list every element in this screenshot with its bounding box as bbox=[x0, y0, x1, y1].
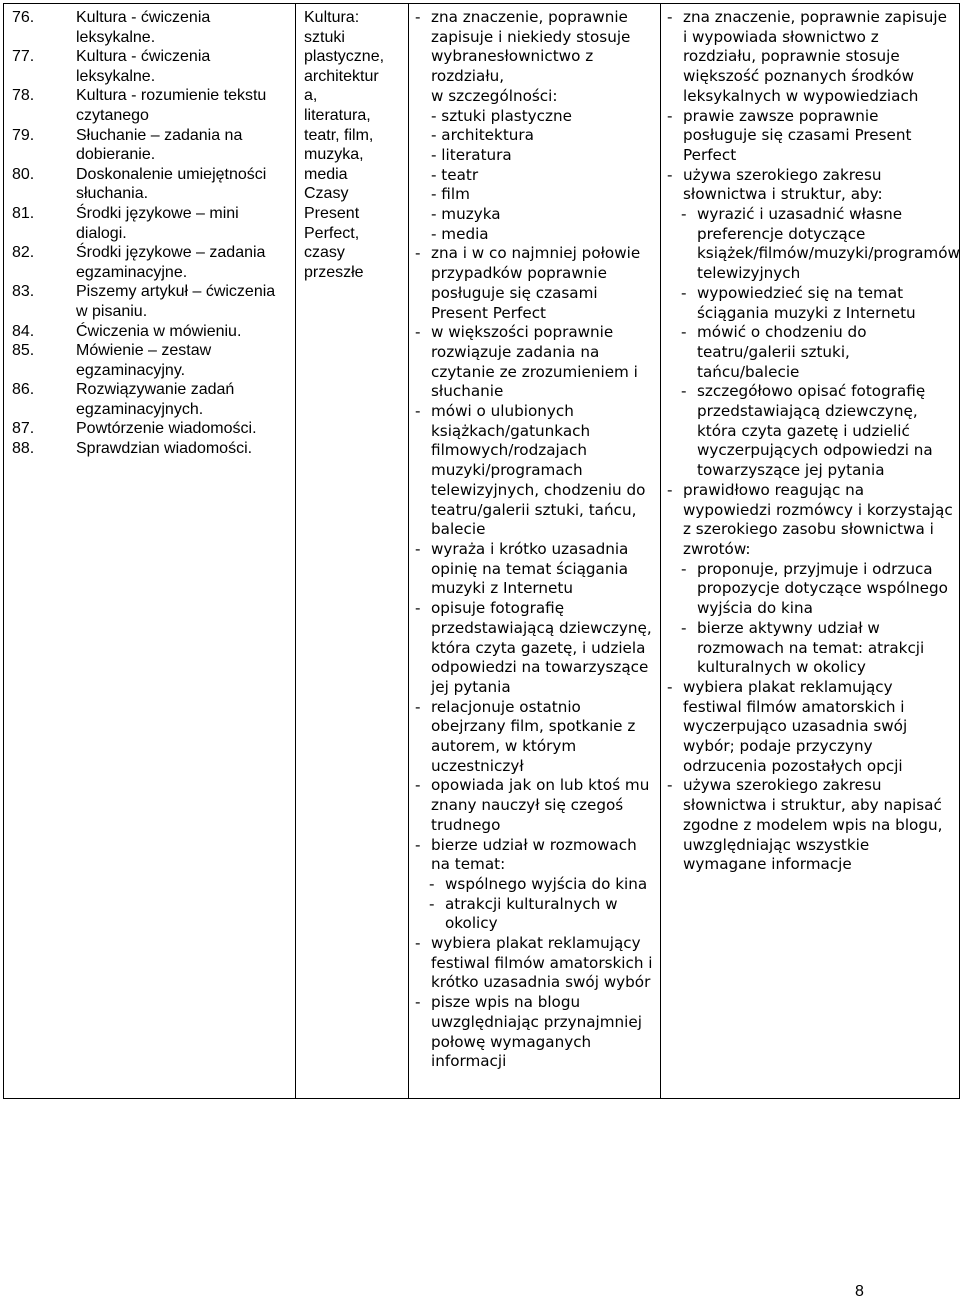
list-item bbox=[415, 540, 656, 599]
lesson-number: 81. bbox=[12, 204, 35, 222]
list-item-text: relacjonuje ostatnio obejrzany film, spotkanie z autorem, w którym uczestniczył bbox=[431, 697, 636, 775]
dash-marker: - bbox=[667, 106, 673, 125]
lesson-item bbox=[10, 419, 291, 439]
topic-line: muzyka, bbox=[304, 146, 364, 164]
lesson-title: Środki językowe – mini dialogi. bbox=[76, 204, 239, 242]
list-item bbox=[415, 244, 656, 323]
list-item: - literatura bbox=[431, 145, 512, 164]
list-item-text: opowiada jak on lub ktoś mu znany nauczył się czegoś trudnego bbox=[431, 776, 650, 834]
lesson-item bbox=[10, 86, 291, 125]
lesson-item bbox=[10, 243, 291, 282]
dash-marker: - bbox=[681, 618, 687, 637]
list-item bbox=[415, 8, 656, 87]
list-item bbox=[415, 323, 656, 402]
list-item-text: prawidłowo reagując na wypowiedzi rozmówcy i korzystając z szerokiego zasobu słownictwa i zwrotów: bbox=[683, 480, 953, 558]
list-item bbox=[415, 776, 656, 835]
list-item bbox=[415, 698, 656, 777]
list-item: - architektura bbox=[431, 126, 534, 145]
list-item: - muzyka bbox=[431, 205, 501, 224]
dash-marker: - bbox=[667, 776, 673, 795]
lesson-number: 76. bbox=[12, 9, 35, 26]
list-item bbox=[667, 481, 955, 560]
list-item-text: wypowiedzieć się na temat ściągania muzyki z Internetu bbox=[697, 283, 916, 322]
list-item: - film bbox=[431, 185, 470, 204]
lesson-item bbox=[10, 322, 291, 342]
list-item bbox=[415, 993, 656, 1072]
dash-marker: - bbox=[667, 480, 673, 499]
list-item bbox=[667, 284, 955, 323]
list-item-text: wyraża i krótko uzasadnia opinię na temat ściągania muzyki z Internetu bbox=[431, 539, 629, 598]
dash-marker: - bbox=[415, 244, 421, 263]
list-item-text: zna znaczenie, poprawnie zapisuje i wypowiada słownictwo z rozdziału, poprawnie stosuje większość poznanych środków leksykalnych w wypowiedziach bbox=[683, 8, 947, 105]
topic-line: sztuki bbox=[304, 28, 345, 46]
page-number: 8 bbox=[855, 1283, 864, 1300]
lesson-title: Kultura - ćwiczenia leksykalne. bbox=[76, 9, 211, 46]
lesson-title: Mówienie – zestaw egzaminacyjny. bbox=[76, 342, 212, 379]
dash-marker: - bbox=[429, 874, 435, 893]
lesson-item bbox=[10, 204, 291, 243]
lesson-title: Ćwiczenia w mówieniu. bbox=[76, 322, 242, 340]
topic-line: literatura, bbox=[304, 106, 371, 124]
topic-line: media bbox=[304, 165, 348, 183]
list-item-text: mówić o chodzeniu do teatru/galerii sztuki, tańcu/balecie bbox=[697, 323, 867, 381]
list-item-text: wybiera plakat reklamujący festiwal filmów amatorskich i krótko uzasadnia swój wybór bbox=[431, 934, 653, 992]
topic-cell bbox=[296, 4, 409, 1099]
list-item bbox=[415, 875, 656, 895]
curriculum-table bbox=[3, 3, 960, 1099]
list-item bbox=[415, 934, 656, 993]
list-item-text: proponuje, przyjmuje i odrzuca propozycje dotyczące wspólnego wyjścia do kina bbox=[697, 559, 948, 618]
list-item-text: mówi o ulubionych książkach/gatunkach filmowych/rodzajach muzyki/programach telewizyjnych, chodzeniu do teatru/galerii sztuki, tańcu, balecie bbox=[431, 402, 646, 539]
lesson-title: Sprawdzian wiadomości. bbox=[76, 440, 253, 458]
lesson-item bbox=[10, 47, 291, 86]
lesson-title: Doskonalenie umiejętności słuchania. bbox=[76, 165, 267, 203]
lesson-number: 77. bbox=[12, 48, 35, 66]
dash-marker: - bbox=[667, 165, 673, 184]
dash-marker: - bbox=[415, 776, 421, 795]
lesson-title: Kultura - ćwiczenia leksykalne. bbox=[76, 48, 211, 85]
list-item-text: wspólnego wyjścia do kina bbox=[445, 874, 648, 893]
list-item-text: szczegółowo opisać fotografię przedstawiającą dziewczynę, która czyta gazetę i udzielić wyczerpujących odpowiedzi na towarzyszące jej pytania bbox=[697, 382, 933, 480]
lesson-number: 84. bbox=[12, 322, 35, 340]
lesson-title: Środki językowe – zadania egzaminacyjne. bbox=[76, 244, 266, 281]
lesson-item bbox=[10, 380, 291, 419]
dash-marker: - bbox=[681, 205, 687, 224]
list-item-text: w większości poprawnie rozwiązuje zadania na czytanie ze zrozumieniem i słuchanie bbox=[431, 323, 638, 401]
dash-marker: - bbox=[681, 382, 687, 401]
basic-requirements-cell bbox=[409, 4, 661, 1099]
list-item-text: bierze aktywny udział w rozmowach na temat: atrakcji kulturalnych w okolicy bbox=[697, 618, 925, 677]
dash-marker: - bbox=[415, 993, 421, 1012]
list-item bbox=[667, 678, 955, 777]
dash-marker: - bbox=[681, 323, 687, 342]
list-item-text: zna i w co najmniej połowie przypadków poprawnie posługuje się czasami Present Perfect bbox=[431, 244, 641, 322]
lesson-number: 83. bbox=[12, 283, 35, 301]
dash-marker: - bbox=[429, 894, 435, 913]
lesson-number: 82. bbox=[12, 244, 35, 262]
list-item bbox=[667, 560, 955, 619]
list-item bbox=[415, 599, 656, 698]
list-item-text: prawie zawsze poprawnie posługuje się czasami Present Perfect bbox=[683, 106, 912, 164]
list-item bbox=[415, 895, 656, 934]
list-item bbox=[667, 776, 955, 875]
lesson-number: 85. bbox=[12, 342, 35, 360]
dash-marker: - bbox=[415, 835, 421, 854]
topic-line: przeszłe bbox=[304, 263, 364, 281]
list-item-text: wyrazić i uzasadnić własne preferencje dotyczące książek/filmów/muzyki/programów telewizyjnych bbox=[697, 205, 960, 283]
list-item-text: opisuje fotografię przedstawiającą dziewczynę, która czyta gazetę, i udziela odpowiedzi na towarzyszące jej pytania bbox=[431, 599, 652, 696]
list-item: - sztuki plastyczne bbox=[431, 106, 572, 125]
topic-line: plastyczne, bbox=[304, 48, 385, 66]
extended-requirements-cell bbox=[661, 4, 960, 1099]
list-item bbox=[415, 402, 656, 540]
list-item-text: atrakcji kulturalnych w okolicy bbox=[445, 894, 618, 933]
list-item bbox=[667, 166, 955, 205]
list-item bbox=[667, 8, 955, 107]
topic-line: teatr, film, bbox=[304, 126, 374, 144]
lesson-number: 79. bbox=[12, 126, 35, 144]
dash-marker: - bbox=[681, 283, 687, 302]
lessons-cell bbox=[4, 4, 296, 1099]
dash-marker: - bbox=[667, 8, 673, 26]
list-item-text: używa szerokiego zakresu słownictwa i struktur, aby napisać zgodne z modelem wpis na blogu, uwzględniając wszystkie wymagane informacje bbox=[683, 776, 943, 874]
list-item-text: używa szerokiego zakresu słownictwa i struktur, aby: bbox=[683, 165, 883, 204]
dash-marker: - bbox=[415, 8, 421, 26]
dash-marker: - bbox=[415, 539, 421, 558]
list-item bbox=[667, 323, 955, 382]
table-row bbox=[4, 4, 960, 1099]
list-item bbox=[667, 382, 955, 481]
list-item: - teatr bbox=[431, 165, 479, 184]
list-item-text: wybiera plakat reklamujący festiwal filmów amatorskich i wyczerpująco uzasadnia swój wybór; podaje przyczyny odrzucenia pozostałych opcji bbox=[683, 677, 908, 775]
list-item-text: zna znaczenie, poprawnie zapisuje i niekiedy stosuje wybranesłownictwo z rozdziału, bbox=[431, 8, 631, 86]
dash-marker: - bbox=[415, 323, 421, 342]
lesson-item bbox=[10, 126, 291, 165]
topic-line: architektur bbox=[304, 67, 379, 85]
lesson-number: 88. bbox=[12, 440, 35, 458]
lesson-title: Słuchanie – zadania na dobieranie. bbox=[76, 126, 243, 164]
dash-marker: - bbox=[415, 599, 421, 618]
list-item-text: pisze wpis na blogu uwzględniając przynajmniej połowę wymaganych informacji bbox=[431, 993, 642, 1071]
topic-line: czasy bbox=[304, 244, 345, 262]
dash-marker: - bbox=[667, 677, 673, 696]
dash-marker: - bbox=[415, 402, 421, 421]
lesson-number: 87. bbox=[12, 420, 35, 438]
dash-marker: - bbox=[415, 697, 421, 716]
lesson-title: Piszemy artykuł – ćwiczenia w pisaniu. bbox=[76, 283, 276, 320]
list-item-text: bierze udział w rozmowach na temat: bbox=[431, 835, 637, 874]
lesson-item bbox=[10, 165, 291, 204]
lesson-title: Kultura - rozumienie tekstu czytanego bbox=[76, 87, 267, 124]
topic-line: Czasy bbox=[304, 185, 349, 203]
lesson-title: Powtórzenie wiadomości. bbox=[76, 420, 257, 438]
lesson-item bbox=[10, 341, 291, 380]
topic-line: a, bbox=[304, 87, 318, 105]
list-item bbox=[667, 619, 955, 678]
lesson-item bbox=[10, 439, 291, 459]
lesson-title: Rozwiązywanie zadań egzaminacyjnych. bbox=[76, 381, 235, 418]
list-item: w szczególności: bbox=[431, 86, 558, 105]
lesson-number: 80. bbox=[12, 165, 35, 183]
topic-line: Kultura: bbox=[304, 9, 360, 26]
lesson-number: 86. bbox=[12, 381, 35, 399]
list-item: - media bbox=[431, 224, 489, 243]
list-item bbox=[415, 836, 656, 875]
lesson-item bbox=[10, 8, 291, 47]
dash-marker: - bbox=[415, 934, 421, 953]
topic-line: Present bbox=[304, 204, 360, 222]
list-item bbox=[667, 205, 960, 284]
list-item bbox=[667, 107, 955, 166]
topic-line: Perfect, bbox=[304, 224, 360, 242]
dash-marker: - bbox=[681, 559, 687, 578]
lesson-item bbox=[10, 282, 291, 321]
lesson-number: 78. bbox=[12, 87, 35, 105]
